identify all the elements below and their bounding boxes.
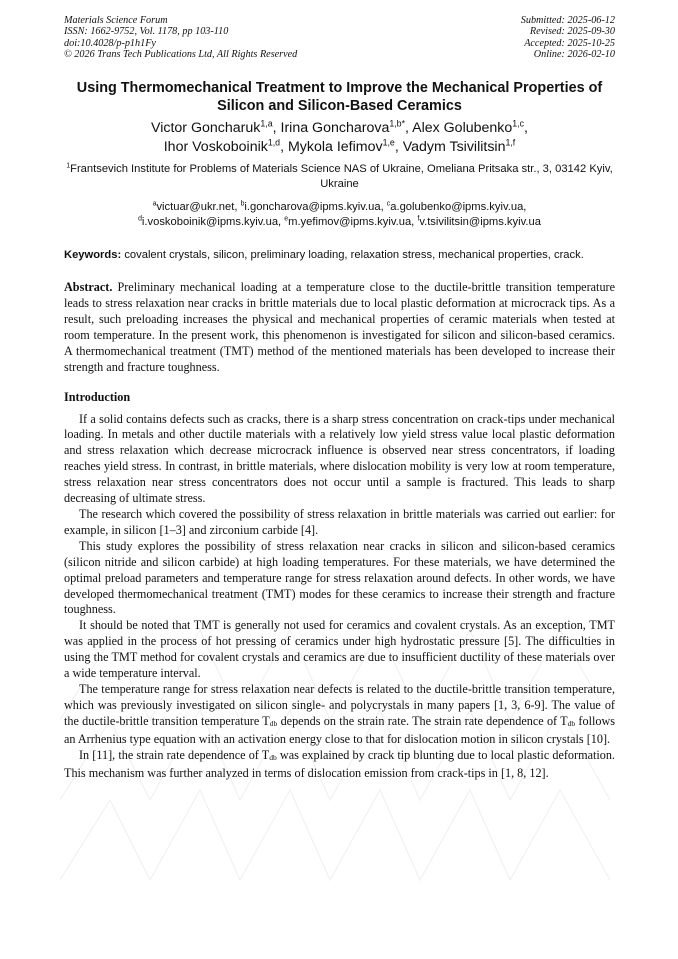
journal-doi: doi:10.4028/p-p1h1Fy xyxy=(64,37,156,49)
author: Ihor Voskoboinik$^{1,d}$, xyxy=(163,137,288,156)
abstract-label: Abstract. xyxy=(64,280,113,295)
author: Vadym Tsivilitsin$^{1,f}$ xyxy=(402,137,516,156)
paragraph: The research which covered the possibility of stress relaxation in brittle materials was carried out earlier: for example, in silicon [1–3] and zirconium carbide [4]. xyxy=(64,506,615,537)
paper-title: Using Thermomechanical Treatment to Improve the Mechanical Properties of Silicon and Silicon-Based Ceramics xyxy=(76,80,603,115)
email: $^e$m.yefimov@ipms.kyiv.ua, xyxy=(284,215,418,229)
affiliation: $^1$Frantsevich Institute for Problems of Materials Science NAS of Ukraine, Omeliana Pritsaka str., 3, 03142 Kyiv, Ukraine xyxy=(66,162,613,191)
keywords-label: Keywords: xyxy=(64,249,122,262)
keywords xyxy=(64,248,615,262)
keywords-text: covalent crystals, silicon, preliminary loading, relaxation stress, mechanical properties, crack. xyxy=(124,249,584,262)
paragraph: In [11], the strain rate dependence of Tdb was explained by crack tip blunting due to local plastic deformation. This mechanism was further analyzed in terms of dislocation emission from crack-tips in [1, 8, 12]. xyxy=(64,747,615,780)
paragraph: It should be noted that TMT is generally not used for ceramics and covalent crystals. As an exception, TMT was applied in the process of hot pressing of ceramics under high hydrostatic pressure [5]. The difficulties in using the TMT method for covalent crystals and ceramics are due to insufficient ductility of these materials over a wide temperature interval. xyxy=(64,618,615,681)
date-accepted: Accepted: 2025-10-25 xyxy=(524,37,615,49)
email: $^b$i.goncharova@ipms.kyiv.ua, xyxy=(240,200,387,214)
introduction-body xyxy=(64,412,615,782)
email: $^d$i.voskoboinik@ipms.kyiv.ua, xyxy=(138,215,285,229)
abstract xyxy=(64,280,615,375)
paragraph: The temperature range for stress relaxation near defects is related to the ductile-brittle transition temperature, which was previously investigated on silicon single- and polycrystals in many papers [1, 3, 6-9]. The value of the ductile-brittle transition temperature Tdb depends on the strain rate. The strain rate dependence of Tdb follows an Arrhenius type equation with an activation energy close to that for dislocation motion in silicon crystals [10]. xyxy=(64,681,615,746)
author: Mykola Iefimov$^{1,e}$, xyxy=(287,137,403,156)
publication-dates xyxy=(521,15,615,60)
paper-page xyxy=(64,15,615,782)
email-list xyxy=(64,200,615,230)
journal-name: Materials Science Forum xyxy=(64,15,168,26)
date-online: Online: 2026-02-10 xyxy=(533,48,615,60)
author: Irina Goncharova$^{1,b*}$, xyxy=(280,118,413,137)
section-heading: Introduction xyxy=(64,389,131,404)
email: $^f$v.tsivilitsin@ipms.kyiv.ua xyxy=(417,215,541,229)
author: Alex Golubenko$^{1,c}$, xyxy=(412,118,528,137)
paragraph: If a solid contains defects such as cracks, there is a sharp stress concentration on crack-tips under mechanical loading. In metals and other ductile materials with a relatively low yield stress value local plastic deformation and stress relaxation which decrease microcrack influence is observed near stress concentrators, if loading reaches yield stress. In contrast, in brittle materials, where dislocation mobility is very low at room temperature, stress relaxation near stress concentrators does not occur until a sample is fractured. This leads to sharp decreasing of ultimate stress. xyxy=(64,411,615,506)
author: Victor Goncharuk$^{1,a}$, xyxy=(151,118,281,137)
journal-copyright: © 2026 Trans Tech Publications Ltd, All Rights Reserved xyxy=(64,48,298,60)
paragraph: This study explores the possibility of stress relaxation near cracks in silicon and silicon-based ceramics (silicon nitride and silicon carbide) at high loading temperatures. For these materials, we have determined the optimal preload parameters and temperature range for stress relaxation around defects. In other words, we have developed thermomechanical treatment (TMT) modes for these ceramics to increase their strength and fracture toughness. xyxy=(64,538,615,617)
author-list xyxy=(64,119,615,157)
date-submitted: Submitted: 2025-06-12 xyxy=(520,15,615,26)
journal-issn: ISSN: 1662-9752, Vol. 1178, pp 103-110 xyxy=(64,26,229,38)
date-revised: Revised: 2025-09-30 xyxy=(529,26,615,38)
email: $^a$victuar@ukr.net, xyxy=(152,200,241,214)
journal-info xyxy=(64,15,297,60)
journal-header xyxy=(64,15,615,60)
email: $^c$a.golubenko@ipms.kyiv.ua, xyxy=(386,200,527,214)
abstract-text: Preliminary mechanical loading at a temperature close to the ductile-brittle transition temperature leads to stress relaxation near cracks in brittle materials due to local plastic deformation at microcrack tips. As a result, such preloading increases the physical and mechanical properties of ceramic materials when tested at room temperature. In the present work, this phenomenon is investigated for silicon and silicon-based ceramics. A thermomechanical treatment (TMT) method of the mentioned materials has been developed to increase their strength and fracture toughness. xyxy=(64,280,616,374)
